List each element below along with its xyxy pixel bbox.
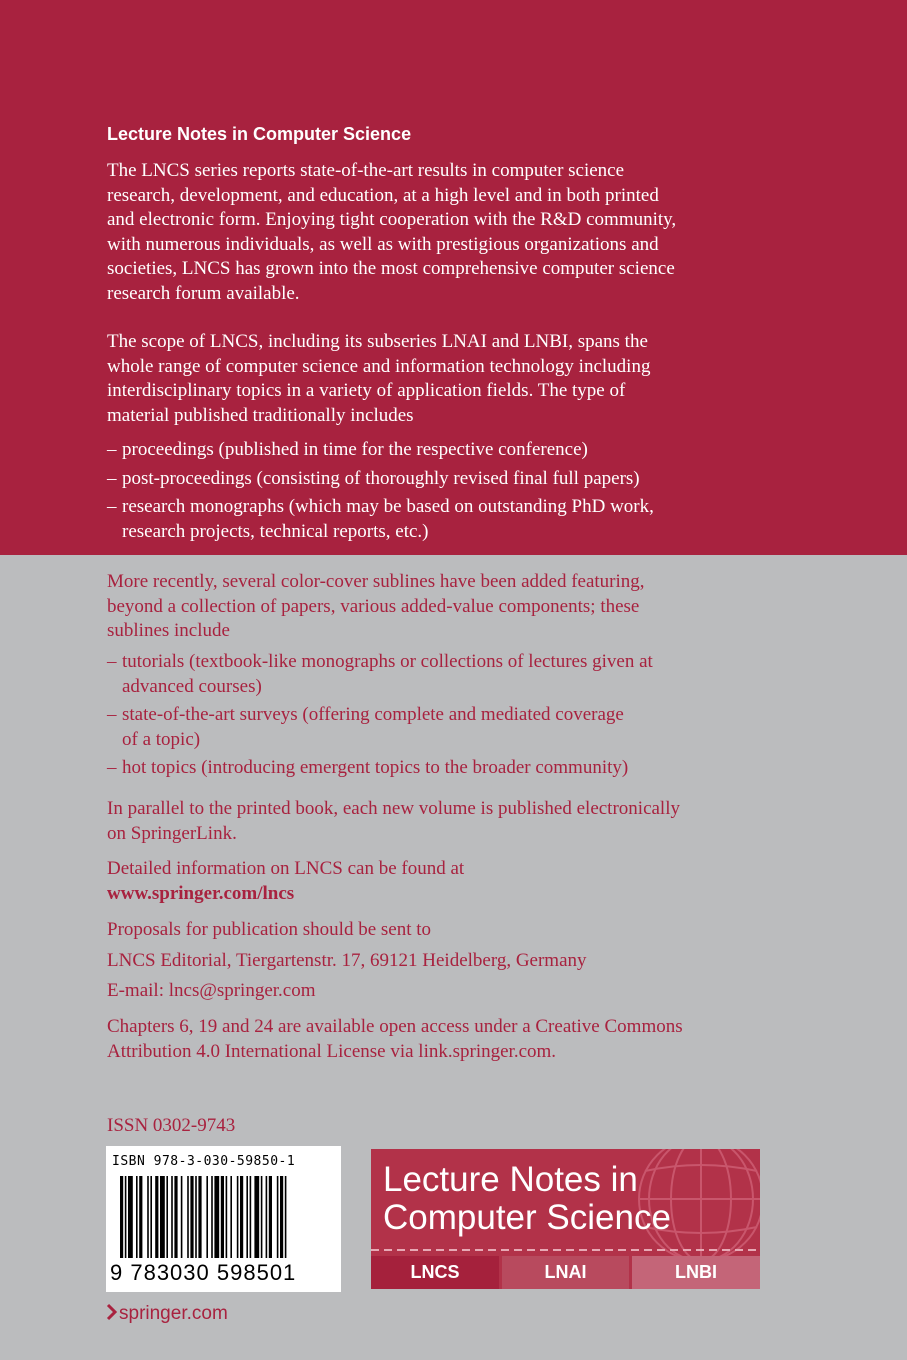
barcode-bar xyxy=(187,1176,189,1258)
sublines-list xyxy=(107,650,807,781)
barcode-bar xyxy=(174,1176,177,1258)
barcode-bar xyxy=(171,1176,173,1258)
barcode-bar xyxy=(240,1176,243,1258)
text-line: Attribution 4.0 International License via link.springer.com. xyxy=(107,1040,557,1062)
barcode-bar xyxy=(160,1176,165,1258)
text-line: on SpringerLink. xyxy=(107,822,237,844)
chevron-right-icon xyxy=(105,1302,119,1322)
info-paragraph xyxy=(107,857,807,906)
barcode-bar xyxy=(120,1176,123,1258)
text-line: The scope of LNCS, including its subseries LNAI and LNBI, spans the xyxy=(107,331,648,352)
barcode-bar xyxy=(214,1176,219,1258)
barcode-bar xyxy=(198,1176,201,1258)
text-line: societies, LNCS has grown into the most comprehensive computer science xyxy=(107,258,675,279)
lncs-url-link[interactable]: www.springer.com/lncs xyxy=(107,882,295,904)
barcode-bar xyxy=(155,1176,158,1258)
series-description xyxy=(107,159,807,306)
barcode-bar xyxy=(280,1176,283,1258)
barcode-bar xyxy=(254,1176,259,1258)
sublines-paragraph xyxy=(107,570,807,644)
barcode-bar xyxy=(195,1176,197,1258)
barcode-bar xyxy=(147,1176,149,1258)
list-item: – post-proceedings (consisting of thoroughly revised final full papers) xyxy=(107,467,640,489)
series-heading: Lecture Notes in Computer Science xyxy=(107,124,412,144)
text-line: research forum available. xyxy=(107,282,300,304)
barcode-bar xyxy=(221,1176,224,1258)
text-line: interdisciplinary topics in a variety of application fields. The type of xyxy=(107,380,626,401)
contact-email[interactable]: E-mail: lncs@springer.com xyxy=(107,980,316,1001)
open-access-paragraph xyxy=(107,1015,807,1064)
barcode-bar xyxy=(237,1176,239,1258)
top-section xyxy=(0,0,907,555)
logo-title-line: Computer Science xyxy=(383,1198,671,1237)
editorial-address: LNCS Editorial, Tiergartenstr. 17, 69121 Heidelberg, Germany xyxy=(107,950,587,971)
subseries-strip xyxy=(371,1256,760,1289)
text-line: Detailed information on LNCS can be found at xyxy=(107,858,465,879)
list-item: – tutorials (textbook-like monographs or collections of lectures given at advanced courses) xyxy=(107,651,653,697)
barcode-bar xyxy=(166,1176,168,1258)
barcode-bar xyxy=(285,1176,287,1258)
barcode-bar xyxy=(181,1176,183,1258)
barcode-bar xyxy=(226,1176,228,1258)
barcode-bar xyxy=(206,1176,208,1258)
scope-paragraph xyxy=(107,330,807,428)
list-item: – proceedings (published in time for the respective conference) xyxy=(107,439,588,460)
barcode-bar xyxy=(139,1176,142,1258)
barcode-bar xyxy=(150,1176,152,1258)
list-item: – hot topics (introducing emergent topics to the broader community) xyxy=(107,757,629,778)
logo-title xyxy=(383,1161,671,1237)
text-line: sublines include xyxy=(107,620,230,641)
logo-title-line: Lecture Notes in xyxy=(383,1160,638,1199)
divider xyxy=(371,1248,760,1252)
proposals-text: Proposals for publication should be sent to xyxy=(107,919,432,940)
text-line: with numerous individuals, as well as with prestigious organizations and xyxy=(107,233,659,255)
issn-number: ISSN 0302-9743 xyxy=(107,1115,236,1136)
text-line: material published traditionally includes xyxy=(107,404,414,426)
material-list xyxy=(107,438,807,544)
barcode-bar xyxy=(250,1176,252,1258)
barcode-bar xyxy=(269,1176,272,1258)
text-line: beyond a collection of papers, various added-value components; these xyxy=(107,595,640,617)
barcode-digits: 9 783030 598501 xyxy=(110,1260,297,1285)
lncs-logo xyxy=(371,1149,760,1289)
barcode-bar xyxy=(190,1176,193,1258)
text-line: The LNCS series reports state-of-the-art results in computer science xyxy=(107,160,625,181)
barcode-bar xyxy=(266,1176,268,1258)
barcode-bar xyxy=(277,1176,279,1258)
subseries-lnbi: LNBI xyxy=(632,1256,760,1289)
barcode-bar xyxy=(128,1176,133,1258)
barcode-bar xyxy=(261,1176,263,1258)
springer-link[interactable] xyxy=(105,1302,228,1325)
barcode-bar xyxy=(211,1176,213,1258)
barcode-bar xyxy=(230,1176,232,1258)
list-item: – research monographs (which may be based on outstanding PhD work, research projects, technical reports, etc.) xyxy=(107,496,654,542)
isbn-barcode xyxy=(106,1146,341,1292)
text-line: research, development, and education, at a high level and in both printed xyxy=(107,184,659,206)
subseries-lncs: LNCS xyxy=(371,1256,499,1289)
barcode-bar xyxy=(136,1176,138,1258)
barcode-bar xyxy=(125,1176,127,1258)
list-item: – state-of-the-art surveys (offering complete and mediated coverage of a topic) xyxy=(107,704,624,750)
subseries-lnai: LNAI xyxy=(502,1256,629,1289)
text-line: whole range of computer science and information technology including xyxy=(107,355,651,377)
text-line: More recently, several color-cover sublines have been added featuring, xyxy=(107,571,645,592)
text-line: In parallel to the printed book, each new volume is published electronically xyxy=(107,798,680,819)
text-line: and electronic form. Enjoying tight cooperation with the R&D community, xyxy=(107,209,677,230)
barcode-bar xyxy=(246,1176,248,1258)
springer-link-label: springer.com xyxy=(119,1303,228,1324)
isbn-label: ISBN 978-3-030-59850-1 xyxy=(112,1154,296,1169)
text-line: Chapters 6, 19 and 24 are available open access under a Creative Commons xyxy=(107,1016,683,1037)
electronic-paragraph xyxy=(107,797,807,846)
